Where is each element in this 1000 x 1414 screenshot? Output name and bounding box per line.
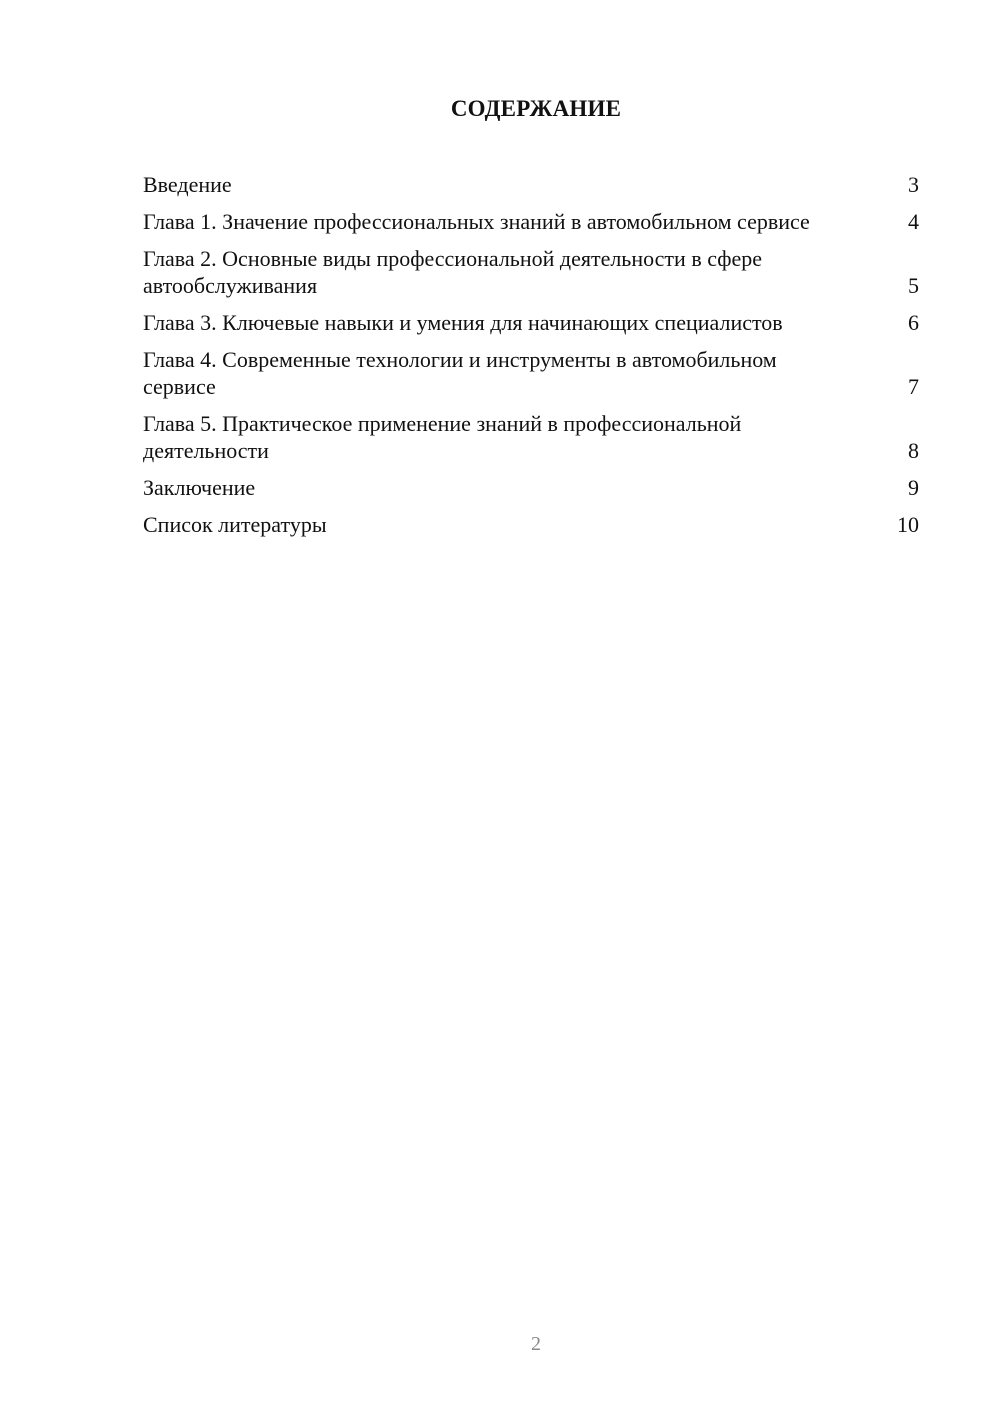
page-title: СОДЕРЖАНИЕ [450,96,622,121]
toc-entry-text: Глава 4. Современные технологии и инструменты в автомобильном сервисе [143,347,777,399]
toc-entry-chapter-2 [143,245,919,299]
toc-entry-page: 4 [908,209,919,234]
table-of-contents [143,171,919,548]
toc-entry-page: 9 [908,475,919,500]
toc-entry-text: Глава 5. Практическое применение знаний в профессиональной деятельности [143,411,742,463]
toc-entry-page: 7 [908,374,919,399]
toc-entry-page: 10 [897,512,919,537]
toc-entry-text: Глава 3. Ключевые навыки и умения для начинающих специалистов [143,310,783,335]
toc-entry-text: Заключение [143,475,256,500]
toc-entry-page: 6 [908,310,919,335]
toc-entry-text: Глава 1. Значение профессиональных знаний в автомобильном сервисе [143,209,810,234]
toc-entry-page: 5 [908,273,919,298]
toc-entry-page: 3 [908,172,919,197]
toc-entry-conclusion [143,474,919,501]
toc-entry-text: Введение [143,172,232,197]
toc-entry-introduction [143,171,919,198]
toc-entry-chapter-3 [143,309,919,336]
toc-entry-chapter-5 [143,410,919,464]
toc-entry-text: Список литературы [143,512,327,537]
toc-entry-text: Глава 2. Основные виды профессиональной деятельности в сфере автообслуживания [143,246,763,298]
page-number: 2 [531,1333,541,1355]
toc-entry-references [143,511,919,538]
toc-entry-chapter-4 [143,346,919,400]
toc-entry-chapter-1 [143,208,919,235]
toc-entry-page: 8 [908,438,919,463]
